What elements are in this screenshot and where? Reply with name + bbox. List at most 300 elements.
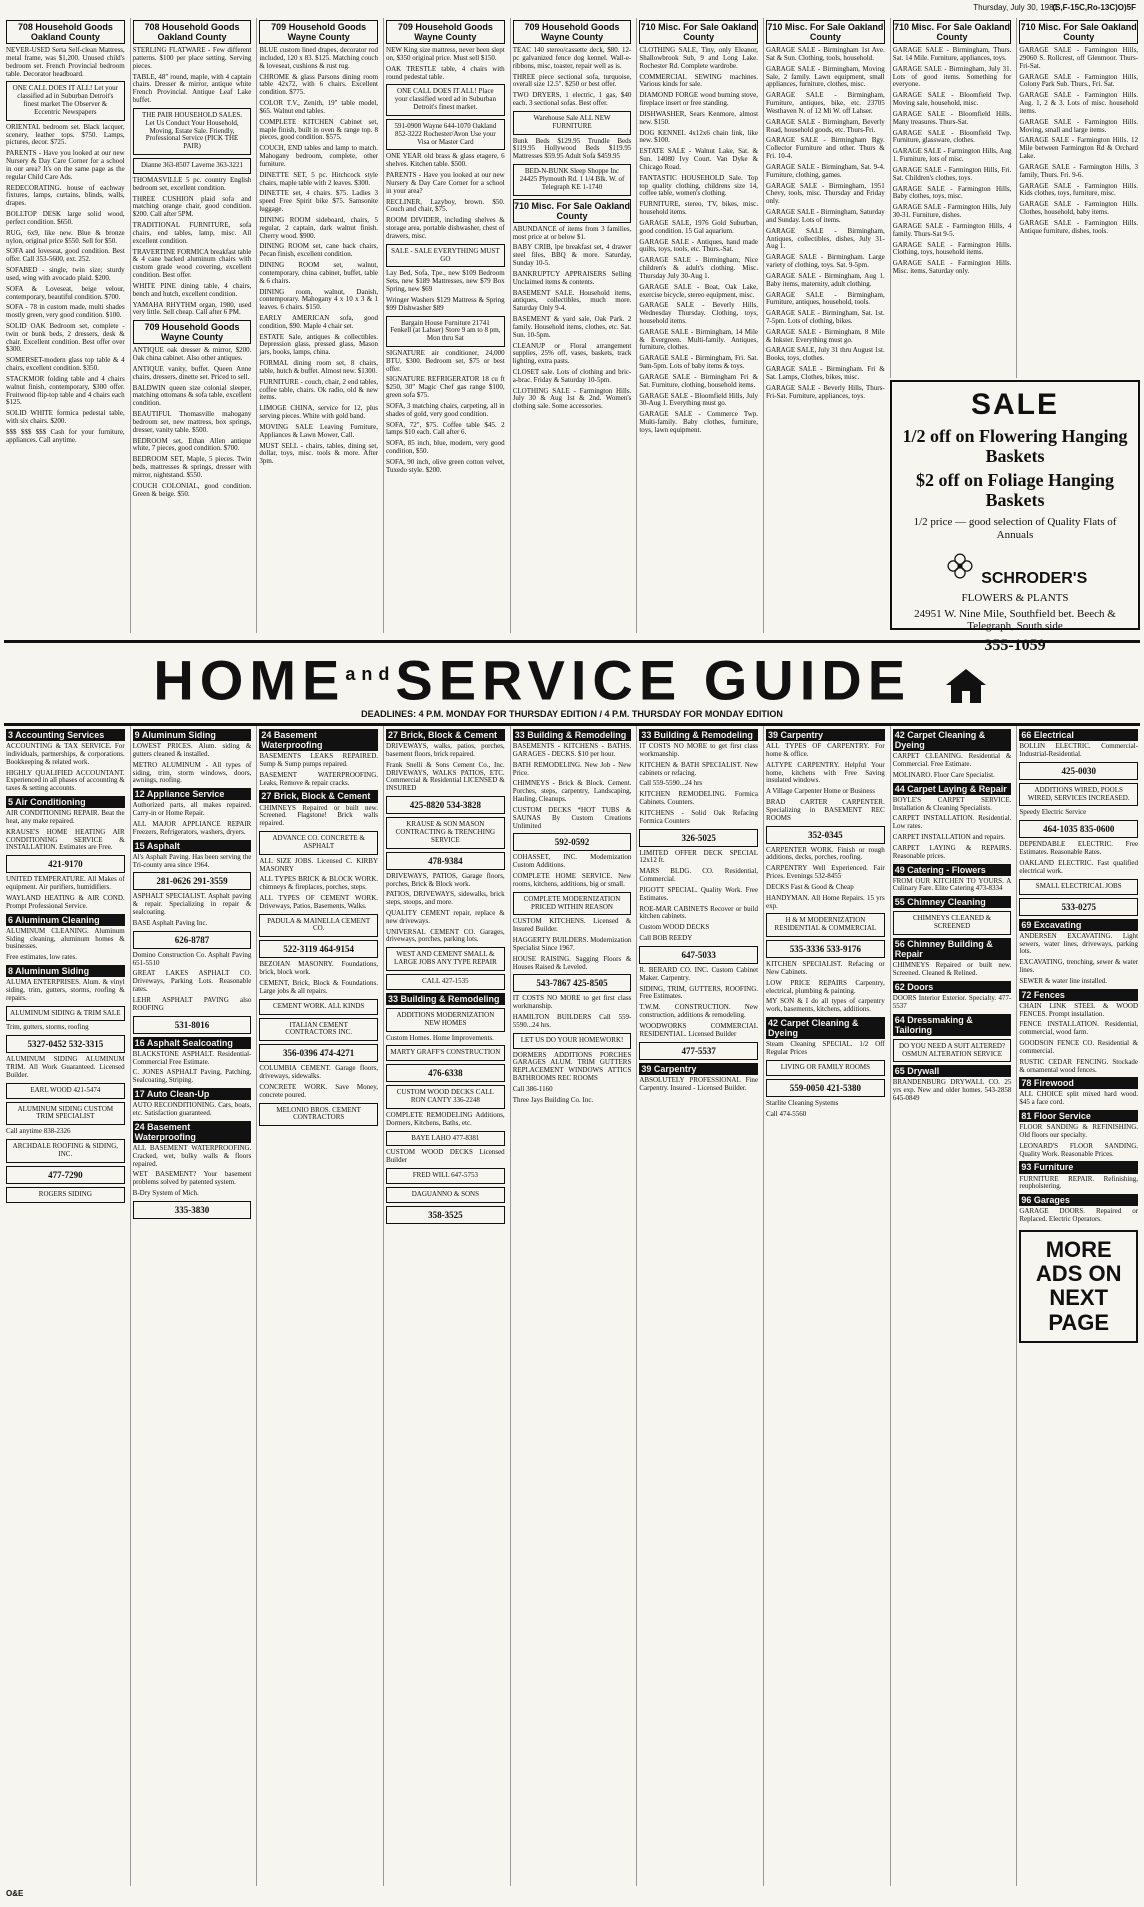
classified-ad: NEVER-USED Serta Self-clean Mattress, metal frame, was $1,200. Unused child's bedroom set. French Provincial bedroom table. Decorator headboard.: [6, 46, 125, 78]
classified-ad: GARAGE SALE - Boat, Oak Lake, exercise bicycle, stereo equipment, misc.: [639, 282, 759, 299]
classified-ad: BANKRUPTCY APPRAISERS Selling Unclaimed items & contents.: [512, 269, 632, 286]
service-ad: ALL TYPES OF CARPENTRY. For home & office.: [766, 742, 885, 758]
classified-ad: GARAGE SALE - Birmingham, 1951 Chevy, tools, misc. Thursday and Friday only.: [766, 181, 885, 206]
classified-ad: BASEMENT SALE. Household items, antiques, collectibles, much more. Saturday Only 9-4.: [512, 288, 632, 313]
classified-ad: GARAGE SALE, July 31 thru August 1st. Books, toys, clothes.: [766, 346, 885, 363]
category-heading: 709 Household Goods Wayne County: [386, 20, 505, 44]
classified-ad: SOFA, 72", $75. Coffee table $45. 2 lamps $10 each. Call after 6.: [386, 420, 505, 437]
service-ad: BOYLE'S CARPET SERVICE. Installation & Cleaning Specialists.: [892, 795, 1012, 812]
service-ad: GREAT LAKES ASPHALT CO. Driveways, Parking Lots. Reasonable rates.: [132, 969, 252, 994]
service-category-heading: 15 Asphalt: [133, 840, 252, 852]
service-ad: Call anytime 838-2326: [6, 1127, 71, 1136]
service-category-heading: 33 Building & Remodeling: [639, 729, 758, 741]
service-ad: BATH REMODELING. New Job - New Price.: [512, 760, 632, 777]
service-category-heading: 49 Catering - Flowers: [893, 864, 1012, 876]
classified-ad: CLOTHING SALE - Farmington Hills. July 30 & Aug 1st & 2nd. Women's clothing sale. Some accessories.: [512, 386, 632, 411]
service-ad: ALUMINUM SIDING ALUMINUM TRIM. All Work Guaranteed. Licensed Builder.: [6, 1055, 125, 1079]
service-ad: ROGERS SIDING: [6, 1187, 125, 1203]
service-ad: CUSTOM WOOD DECKS CALL RON CANTY 336-2248: [386, 1085, 505, 1109]
service-ad: AIR CONDITIONING REPAIR. Beat the heat, any make repaired.: [6, 809, 125, 825]
banner-title: [4, 643, 1140, 712]
classified-ad: TRAVERTINE FORMICA breakfast table & 4 cane backed aluminum chairs with custom grade wood covering, excellent condition. Best offer.: [132, 247, 252, 280]
business-sub: FLOWERS & PLANTS: [961, 591, 1069, 604]
category-heading: 710 Misc. For Sale Oakland County: [639, 20, 758, 44]
service-column: [383, 726, 507, 1886]
classified-ad: GARAGE SALE - Birmingham, Furniture, antiques, household, tools.: [766, 290, 885, 307]
service-ad: KRAUSE'S HOME HEATING AIR CONDITIONING SERVICE & INSTALLATION. Estimates are Free.: [6, 827, 125, 852]
classified-ad: MOVING SALE Leaving Furniture, Appliances & Lawn Mower, Call.: [259, 422, 379, 439]
classified-ad: GARAGE SALE - Birmingham Bgy. Collector Furniture and other. Thurs & Fri. 10-4.: [766, 136, 885, 161]
service-column: [636, 726, 760, 1886]
service-ad: Call BOB REEDY: [639, 934, 693, 943]
classified-ad: DINING ROOM set, walnut, contemporary, china cabinet, buffet, table & 6 chairs.: [259, 261, 379, 285]
classified-ad: PARENTS - Have you looked at our new Nursery & Day Care Corner for a school in your area?: [386, 171, 505, 195]
classified-ad: GARAGE SALE - Farmington Hills, 4 family. Thurs-Sat 9-5.: [892, 221, 1012, 238]
classified-ad: REDECORATING. house of eachway fixtures, lamps, curtains, blinds, walls, drapes.: [6, 183, 125, 208]
service-ad: 559-0050 421-5380: [766, 1079, 885, 1097]
service-ad: ALUMINUM SIDING CUSTOM TRIM SPECIALIST: [6, 1102, 125, 1126]
classified-ad: GARAGE SALE - Birmingham, Beverly Road, household goods, etc. Thurs-Fri.: [766, 117, 885, 134]
service-ad: SIDING, TRIM, GUTTERS, ROOFING. Free Estimates.: [639, 984, 759, 1001]
classified-ad: Warehouse Sale ALL NEW FURNITURE: [513, 111, 632, 135]
classified-ad: GARAGE SALE - Birmingham, 8 Mile & Inkster. Everything must go.: [766, 327, 885, 344]
service-ad: QUALITY CEMENT repair, replace & new driveways.: [386, 909, 505, 925]
classified-ad: GARAGE SALE - Bloomfield Twp. Moving sale, household, misc.: [892, 91, 1012, 108]
services-section: [4, 726, 1140, 1886]
house-icon: [941, 665, 991, 705]
service-ad: HOUSE RAISING. Sagging Floors & Houses Raised & Leveled.: [512, 954, 632, 971]
service-ad: CEMENT WORK. ALL KINDS: [259, 999, 378, 1015]
service-category-heading: 39 Carpentry: [766, 729, 885, 741]
classified-ad: STERLING FLATWARE - Few different patterns. $100 per place setting. Serving pieces.: [132, 46, 252, 70]
service-ad: Free estimates, low rates.: [6, 953, 77, 962]
classified-ad: DOG KENNEL 4x12x6 chain link, like new. $100.: [639, 128, 759, 145]
service-ad: DRIVEWAYS, PATIOS, Garage floors, porches, Brick & Block work.: [386, 871, 505, 888]
classified-ad: GARAGE SALE - Farmington Hills, July 30-31. Furniture, dishes.: [892, 203, 1012, 220]
service-ad: CHIMNEYS Repaired or built new. Screened. Cleaned & Relined.: [892, 961, 1012, 977]
service-ad: COMPLETE REMODELING Additions, Dormers, Kitchens, Baths, etc.: [386, 1110, 505, 1127]
classified-ad: SOFA & Loveseat, beige velour, contemporary, beautiful condition. $700.: [6, 284, 125, 301]
service-ad: Speedy Electric Service: [1019, 808, 1087, 817]
service-category-heading: 17 Auto Clean-Up: [133, 1088, 252, 1100]
service-ad: ALL CHOICE split mixed hard wood. $45 a face cord.: [1019, 1090, 1139, 1107]
service-ad: LOW PRICE REPAIRS Carpentry, electrical, plumbing & painting.: [766, 978, 885, 995]
service-ad: CARPET LAYING & REPAIRS. Reasonable prices.: [892, 843, 1012, 860]
classified-ad: GARAGE SALE - Bloomfield Hills. Many treasures. Thurs-Sat.: [892, 109, 1012, 126]
classified-ad: FURNITURE, stereo, TV, bikes, misc. household items.: [639, 200, 759, 217]
service-ad: BRAD CARTER CARPENTER. Specializing in BASEMENT REC ROOMS: [766, 798, 885, 822]
classified-ad: THE PAIR HOUSEHOLD SALES. Let Us Conduct Your Household, Moving, Estate Sale. Friendly, Professional Service (PICK THE PAIR): [133, 108, 252, 155]
service-ad: DOORS Interior Exterior. Specialty. 477-5537: [892, 993, 1012, 1010]
service-ad: PATIOS, DRIVEWAYS, sidewalks, brick steps, stoops, and more.: [386, 890, 505, 907]
classified-ad: CLEANUP or Floral arrangement supplies, 25% off, vases, baskets, track lighting, extra pasts.: [512, 341, 632, 366]
classified-ad: TABLE, 48" round, maple, with 4 captain chairs. Dresser & mirror, antique white French Provincial. Antique Leaf Lake buffet.: [132, 72, 252, 105]
service-ad: KITCHEN SPECIALIST. Refacing or New Cabinets.: [766, 960, 885, 976]
service-ad: BAYE LAHO 477-8381: [386, 1131, 505, 1147]
service-ad: BASEMENT WATERPROOFING. Leaks, Remove & repair cracks.: [259, 770, 379, 787]
classified-column: [763, 18, 887, 633]
classified-ad: GARAGE SALE - Birmingham, Saturday and Sunday. Lots of items.: [766, 208, 885, 224]
classified-ad: ORIENTAL bedroom set. Black lacquer, scenery, leather tops. $750. Lamps, pictures, decor. $725.: [6, 122, 125, 147]
service-ad: METRO ALUMINUM - All types of siding, trim, storm windows, doors, awnings, roofing.: [132, 760, 252, 785]
service-column: [130, 726, 254, 1886]
service-ad: FRED WILL 647-5753: [386, 1168, 505, 1184]
service-ad: WEST AND CEMENT SMALL & LARGE JOBS ANY TYPE REPAIR: [386, 947, 505, 971]
service-ad: 533-0275: [1019, 898, 1138, 916]
service-ad: A Village Carpenter Home or Business: [766, 787, 875, 796]
issue-date: Thursday, July 30, 1981: [973, 3, 1058, 12]
service-category-heading: 24 Basement Waterproofing: [133, 1121, 252, 1143]
classified-ad: GARAGE SALE - Beverly Hills, Wednesday Thursday. Clothing, toys, household items.: [639, 301, 759, 325]
classified-ad: GARAGE SALE - Birmingham, Aug 1. Baby items, maternity, adult clothing.: [766, 271, 885, 288]
classified-ad: EARLY AMERICAN sofa, good condition, $90. Maple 4 chair set.: [259, 314, 379, 330]
classified-ad: ROOM DIVIDER, including shelves & storage area, portable dishwasher, chest of drawers, misc.: [386, 216, 505, 240]
classified-ad: BLUE custom lined drapes, decorator rod included, 120 x 83. $125. Matching couch & loveseat, cushions & rust rug.: [259, 46, 379, 70]
classified-ad: TWO DRYERS, 1 electric, 1 gas, $40 each. 3 sectional sofas. Best offer.: [512, 91, 632, 108]
service-ad: DRIVEWAYS, walks, patios, porches, basement floors, brick repaired.: [386, 742, 505, 758]
classified-ad: GARAGE SALE - Birmingham, Moving Sale, 2 family. Lawn equipment, small appliances, furniture, clothes, misc.: [766, 64, 885, 89]
classified-ad: Bunk Beds $129.95 Trundle Beds $119.95 Hollywood Beds $119.95 Mattresses $59.95 Adult Sofa $459.95: [512, 136, 632, 161]
service-ad: UNITED TEMPERATURE. All Makes of equipment. Air purifiers, humidifiers.: [6, 875, 125, 892]
service-ad: ALL SIZE JOBS. Licensed C. KIRBY MASONRY: [259, 856, 379, 873]
classified-ad: GARAGE SALE - Antiques, hand made quilts, toys, tools, etc. Thurs.-Sat.: [639, 237, 759, 254]
classified-ad: GARAGE SALE - Farmington Hills, Aug 1. Furniture, lots of misc.: [892, 147, 1012, 164]
service-ad: 477-5537: [639, 1042, 758, 1060]
classified-ad: COMPLETE KITCHEN Cabinet set, maple finish, built in oven & range top. 8 pieces, good condition. $575.: [259, 117, 379, 142]
schroders-sale-ad: [890, 380, 1140, 654]
service-ad: PIGOTT SPECIAL. Quality Work. Free Estimates.: [639, 885, 759, 902]
classified-ad: STACKMOR folding table and 4 chairs walnut finish, contemporary, $300 offer. Fruitwood flip-top table and 4 chairs each $125.: [6, 374, 125, 407]
service-ad: MOLINARO. Floor Care Specialist.: [892, 770, 995, 779]
service-ad: CARPET INSTALLATION. Residential. Low rates.: [892, 814, 1012, 831]
service-ad: ALTYPE CARPENTRY. Helpful Your home, kitchens with Free Saving insulated windows.: [766, 760, 885, 785]
classified-ad: NEW King size mattress, never been slept on, $350 original price. Must sell $150.: [386, 46, 505, 62]
service-category-heading: 93 Furniture: [1019, 1161, 1138, 1173]
service-ad: 522-3119 464-9154: [259, 940, 378, 958]
service-ad: CEMENT, Brick, Block & Foundations. Large jobs & all repairs.: [259, 979, 379, 995]
service-ad: Steam Cleaning SPECIAL. 1/2 Off Regular Prices: [766, 1040, 885, 1057]
classified-ad: GARAGE SALE - Birmingham, July 31. Lots of good items. Something for everyone.: [892, 64, 1012, 89]
classified-ad: Lay Bed, Sofa, Tpe., new $109 Bedroom Sets, new $189 Mattresses, new $79 Box Spring, new $69: [386, 269, 505, 294]
service-ad: Domino Construction Co. Asphalt Paving 651-5510: [132, 950, 252, 967]
banner-deadline: DEADLINES: 4 P.M. MONDAY FOR THURSDAY EDITION / 4 P.M. THURSDAY FOR MONDAY EDITION: [361, 708, 783, 719]
classified-ad: 710 Misc. For Sale Oakland County: [513, 199, 632, 223]
classified-ad: CLOSET sale. Lots of clothing and bric-a-brac. Friday & Saturday 10-5pm.: [512, 367, 632, 384]
classified-ad: ABUNDANCE of items from 3 families, most price at or below $1.: [512, 224, 632, 241]
service-category-heading: 12 Appliance Service: [133, 788, 252, 800]
service-ad: MY SON & I do all types of carpentry work, basements, kitchens, additions.: [766, 997, 885, 1014]
classified-ad: GARAGE SALE, 1976 Gold Suburban, good condition. 15 Gal aquarium.: [639, 218, 759, 235]
classified-ad: COUCH COLONIAL, good condition. Green & beige. $50.: [132, 481, 252, 498]
footer-code: O&E: [6, 1889, 24, 1898]
classified-ad: COLOR T.V., Zenith, 19" table model, $65. Walnut end tables.: [259, 99, 379, 115]
classified-ad: SOLID WHITE formica pedestal table, with six chairs. $200.: [6, 409, 125, 426]
service-ad: CHIMNEYS - Brick & Block. Cement. Porches, steps, carpentry, Landscaping, Hauling, Cleanups.: [512, 779, 632, 804]
service-ad: Al's Asphalt Paving. Has been serving the Tri-county area since 1964.: [132, 852, 252, 869]
service-ad: CALL 427-1535: [386, 974, 505, 990]
classified-ad: CHROME & glass Parsons dining room table 42x72, with 6 chairs. Excellent condition. $775.: [259, 72, 379, 97]
classified-ad: ANTIQUE oak dresser & mirror, $200. Oak china cabinet. Also other antiques.: [132, 346, 252, 363]
service-ad: Frank Snelli & Sons Cement Co., Inc. DRIVEWAYS, WALKS PATIOS, ETC. Commercial & Residential LICENSED & INSURED: [386, 760, 505, 793]
service-ad: 543-7867 425-8505: [513, 974, 632, 992]
classified-ad: DINETTE set, 4 chairs. $75. Ladies 3 speed Free Spirit bike $75. Samsonite luggage.: [259, 189, 379, 214]
classified-ad: ESTATE Sale, antiques & collectibles. Depression glass, pressed glass, Mason jars, books, lamps, china.: [259, 332, 379, 357]
service-ad: CUSTOM DECKS *HOT TUBS & SAUNAS By Custom Creations Unlimited: [512, 805, 632, 830]
service-category-heading: 6 Aluminum Cleaning: [6, 914, 125, 926]
classified-ad: BED-N-BUNK Sleep Shoppe Inc 24425 Plymouth Rd. 1 1/4 Blk. W. of Telegraph KE 1-1740: [513, 164, 632, 195]
service-category-heading: 33 Building & Remodeling: [386, 993, 505, 1005]
service-ad: ADVANCE CO. CONCRETE & ASPHALT: [259, 831, 378, 855]
service-ad: LOWEST PRICES. Alum. siding & gutters cleaned & installed.: [132, 742, 252, 758]
service-ad: COMPLETE HOME SERVICE. New rooms, kitchens, additions, big or small.: [512, 872, 632, 888]
service-ad: ADDITIONS MODERNIZATION NEW HOMES: [386, 1008, 505, 1032]
service-ad: 464-1035 835-0600: [1019, 820, 1138, 838]
classified-ad: SOLID OAK Bedroom set, complete - twin or bunk beds, 2 dressers, desk & chair. Excellent condition. Best offer over $300.: [6, 322, 125, 354]
service-ad: Call 474-5560: [766, 1109, 807, 1118]
classified-ad: RUG, 6x9, like new. Blue & bronze nylon, original price $550. Sell for $50.: [6, 228, 125, 245]
classified-ad: Dianne 363-8507 Laverne 363-3221: [133, 158, 252, 174]
service-ad: Three Jays Building Co. Inc.: [512, 1095, 594, 1104]
classified-ad: GARAGE SALE - Birmingham 1st Ave. Sat & Sun. Clothing, tools, household.: [766, 46, 885, 62]
service-ad: CARPET INSTALLATION and repairs.: [892, 833, 1006, 842]
service-ad: KITCHEN REMODELING. Formica Cabinets. Counters.: [639, 790, 759, 807]
classified-ad: GARAGE SALE - Farmington Hills. Antique furniture, dishes, tools.: [1019, 218, 1139, 235]
service-ad: 626-8787: [133, 931, 252, 949]
classified-ad: YAMAHA RHYTHM organ, 1980, used very little. Sell cheap. Call after 6 PM.: [132, 300, 252, 317]
classified-ad: LIMOGE CHINA, service for 12, plus serving pieces. White with gold band.: [259, 404, 379, 421]
service-ad: PADULA & MAINELLA CEMENT CO.: [259, 914, 378, 938]
service-ad: LIMITED OFFER DECK SPECIAL 12x12 ft.: [639, 848, 759, 865]
classified-ad: Bargain House Furniture 21741 Fenkell (at Lahser) Store 9 am to 8 pm, Mon thru Sat: [386, 316, 505, 347]
service-category-heading: 78 Firewood: [1019, 1077, 1138, 1089]
service-ad: IT COSTS NO MORE to get first class workmanship.: [512, 994, 632, 1011]
service-ad: 476-6338: [386, 1064, 505, 1082]
classified-ad: SOFA, 90 inch, olive green cotton velvet, Tuxedo style. $200.: [386, 457, 505, 474]
classified-ad: DISHWASHER, Sears Kenmore, almost new. $150.: [639, 109, 759, 126]
classified-ad: GARAGE SALE - Farmington Hills. Moving, small and large items.: [1019, 117, 1139, 134]
service-ad: 281-0626 291-3559: [133, 872, 252, 890]
classified-ad: 709 Household Goods Wayne County: [133, 320, 252, 344]
service-ad: CUSTOM WOOD DECKS Licensed Builder: [386, 1148, 505, 1165]
classified-ad: DINING ROOM sideboard, chairs, 5 regular, 2 captain, dark walnut finish. Cherry wood. $900.: [259, 215, 379, 240]
service-category-heading: 66 Electrical: [1019, 729, 1138, 741]
classified-ad: GARAGE SALE - Farmington Hills. Clothes, household, baby items.: [1019, 200, 1139, 217]
category-heading: 709 Household Goods Wayne County: [259, 20, 378, 44]
classified-ad: BASEMENT & yard sale, Oak Park. 2 family. Household items, clothes, etc. Sat. Sun. 10-5pm.: [512, 315, 632, 339]
service-ad: MARS BLDG. CO. Residential, Commercial.: [639, 867, 759, 884]
service-ad: C. JONES ASPHALT Paving, Patching, Sealcoating, Striping.: [132, 1068, 252, 1085]
service-category-heading: 65 Drywall: [893, 1065, 1012, 1077]
service-ad: BASEMENTS LEAKS REPAIRED. Sump & Sump pumps repaired.: [259, 752, 379, 768]
classified-ad: GARAGE SALE - Birmingham, Furniture, antiques, bike, etc. 23705 Westhaven N. of 12 Mi W. off Lahser.: [766, 91, 885, 115]
service-ad: Trim, gutters, storms, roofing: [6, 1023, 89, 1032]
service-ad: DO YOU NEED A SUIT ALTERED? OSMUN ALTERATION SERVICE: [893, 1039, 1012, 1063]
service-ad: FURNITURE REPAIR. Refinishing, reupholstering.: [1019, 1174, 1139, 1191]
classified-ad: GARAGE SALE - Birmingham, Nice children's & adult's clothing. Misc. Thursday July 30-Aug 1.: [639, 256, 759, 280]
service-ad: T.W.M. CONSTRUCTION. New construction, additions & remodeling.: [639, 1003, 759, 1020]
classified-column: [383, 18, 507, 633]
classified-column: [510, 18, 634, 633]
category-heading: 708 Household Goods Oakland County: [6, 20, 125, 44]
service-ad: CHIMNEYS CLEANED & SCREENED: [893, 911, 1012, 935]
service-column: [763, 726, 887, 1886]
classified-ad: FURNITURE - couch, chair, 2 end tables, coffee table, chairs. Ok radio, old & new items.: [259, 377, 379, 402]
service-ad: ALL MAJOR APPLIANCE REPAIR Freezers, Refrigerators, washers, dryers.: [132, 819, 252, 836]
service-category-heading: 27 Brick, Block & Cement: [386, 729, 505, 741]
classified-ad: ESTATE SALE - Walnut Lake, Sat. & Sun. 14080 Ivy Court. Van Dyke & Chicago Road.: [639, 147, 759, 171]
service-ad: R. BERARD CO. INC. Custom Cabinet Maker. Carpentry.: [639, 965, 759, 982]
classified-ad: SOFA, 3 matching chairs, carpeting, all in shades of gold, very good condition.: [386, 401, 505, 418]
service-ad: ASPHALT SPECIALIST. Asphalt paving & repair. Specializing in repair & sealcoating.: [132, 892, 252, 917]
classified-ad: GARAGE SALE - Birmingham, Sat. 9-4. Furniture, clothing, games.: [766, 162, 885, 179]
classified-ad: ONE CALL DOES IT ALL! Let your classified ad in Suburban Detroit's finest market The Observer & Eccentric Newspapers: [6, 81, 125, 120]
service-ad: SMALL ELECTRICAL JOBS: [1019, 879, 1138, 895]
service-ad: BEZOIAN MASONRY. Foundations, brick, block work.: [259, 960, 379, 977]
banner-title-and: and: [345, 664, 396, 684]
service-ad: 335-3830: [133, 1201, 252, 1219]
classified-ad: GARAGE SALE - Farmington Hills. 12 Mile between Farmington Rd & Orchard Lake.: [1019, 136, 1139, 161]
service-category-heading: 9 Aluminum Siding: [133, 729, 252, 741]
service-category-heading: 5 Air Conditioning: [6, 796, 125, 808]
service-ad: COMPLETE MODERNIZATION PRICED WITHIN REASON: [513, 892, 632, 916]
service-ad: ADDITIONS WIRED, POOLS WIRED, SERVICES INCREASED.: [1019, 783, 1138, 807]
classified-ad: GARAGE SALE - Birmingham, Antiques, collectibles, dishes, July 31-Aug 1.: [766, 226, 885, 251]
classified-ad: GARAGE SALE - Birmingham Fri & Sat. Furniture, clothing, household items.: [639, 372, 759, 389]
service-ad: MELONIO BROS. CEMENT CONTRACTORS: [259, 1103, 378, 1127]
service-ad: 425-8820 534-3828: [386, 796, 505, 814]
classified-ad: GARAGE SALE - Bloomfield Twp. Furniture, glassware, clothes.: [892, 128, 1012, 145]
classified-ad: MUST SELL - chairs, tables, dining set, dollar, toys, misc. tools & more. After 3pm.: [259, 441, 379, 466]
service-ad: B-Dry System of Mich.: [132, 1189, 199, 1198]
service-ad: Authorized parts, all makes repaired. Carry-in or Home Repair.: [132, 801, 252, 818]
service-ad: EARL WOOD 421-5474: [6, 1083, 125, 1099]
service-ad: HANDYMAN. All Home Repairs. 15 yrs exp.: [766, 893, 885, 910]
classified-column: [4, 18, 127, 633]
classified-ad: FANTASTIC HOUSEHOLD Sale. Top top quality clothing, childrens size 14, coffee table, women's clothing.: [639, 173, 759, 198]
classified-column: [1016, 18, 1140, 378]
service-ad: ALL TYPES BRICK & BLOCK WORK. chimneys & fireplaces, porches, steps.: [259, 875, 379, 892]
service-column: [1016, 726, 1140, 1886]
service-ad: ACCOUNTING & TAX SERVICE. For individuals, partnerships, & corporations. Bookkeeping & related work.: [6, 742, 125, 766]
classified-column: [256, 18, 380, 633]
service-ad: BASEMENTS - KITCHENS - BATHS. GARAGES - DECKS. $10 per hour.: [512, 742, 632, 758]
service-column: [256, 726, 380, 1886]
service-category-heading: 81 Floor Service: [1019, 1110, 1138, 1122]
service-ad: ITALIAN CEMENT CONTRACTORS INC.: [259, 1018, 378, 1042]
service-ad: EXCAVATING, trenching, sewer & water lines.: [1019, 958, 1139, 974]
classified-ad: SOFABED - single, twin size; sturdy used, wing with avocado plaid. $200.: [6, 266, 125, 282]
classified-ad: THOMASVILLE 5 pc. country English bedroom set, excellent condition.: [132, 175, 252, 192]
more-ads-notice: MORE ADS ON NEXT PAGE: [1019, 1230, 1138, 1343]
classified-ad: GARAGE SALE - Farmington Hills. Misc. items, Saturday only.: [892, 259, 1012, 276]
service-category-heading: 39 Carpentry: [639, 1063, 758, 1075]
classified-ad: BOLLTOP DESK large solid wood, perfect condition. $650.: [6, 210, 125, 226]
service-category-heading: 55 Chimney Cleaning: [893, 896, 1012, 908]
business-phone: 355-1059: [984, 636, 1046, 654]
sale-line-1: 1/2 off on Flowering Hanging Baskets: [902, 425, 1128, 466]
service-ad: LEONARD'S FLOOR SANDING. Quality Work. Reasonable Prices.: [1019, 1141, 1139, 1158]
service-category-heading: 16 Asphalt Sealcoating: [133, 1037, 252, 1049]
service-ad: ARCHDALE ROOFING & SIDING, INC.: [6, 1139, 125, 1163]
classified-ad: GARAGE SALE - Farmington Hills, Baby clothes, toys, misc.: [892, 184, 1012, 201]
service-category-heading: 72 Fences: [1019, 989, 1138, 1001]
classified-ad: RECLINER, Lazyboy, brown. $50. Couch and chair, $75.: [386, 197, 505, 214]
service-ad: UNIVERSAL CEMENT CO. Garages, driveways, porches, parking lots.: [386, 927, 505, 944]
service-ad: WAYLAND HEATING & AIR COND. Prompt Professional Service.: [6, 894, 125, 910]
service-ad: LET US DO YOUR HOMEWORK!: [513, 1033, 632, 1049]
service-ad: BASE Asphalt Paving Inc.: [132, 918, 208, 927]
service-category-heading: 62 Doors: [893, 981, 1012, 993]
classified-ad: BABY CRIB, lpe breakfast set, 4 drawer steel files, BBQ & more. Saturday, Sunday 10-5.: [512, 243, 632, 268]
classified-ad: GARAGE SALE - Commerce Twp. Multi-family. Baby clothes, furniture, toys, lawn equipment.: [639, 410, 759, 434]
business-name: [898, 549, 1132, 588]
service-ad: CUSTOM KITCHENS. Licensed & Insured Builder.: [512, 917, 632, 934]
classified-column: [636, 18, 760, 633]
classified-ad: GARAGE SALE - Birmingham, Sat. 1st. 7-5pm. Lots of clothing, bikes.: [766, 309, 885, 325]
service-ad: GARAGE DOORS. Repaired or Replaced. Electric Operators.: [1019, 1207, 1139, 1224]
service-column: [510, 726, 634, 1886]
service-ad: IT COSTS NO MORE to get first class workmanship.: [639, 742, 759, 758]
business-name-text: SCHRODER'S: [981, 569, 1088, 587]
service-ad: COHASSET, INC. Modernization Custom Additions.: [512, 853, 632, 870]
service-ad: KITCHENS - Solid Oak Refacing Formica Counters: [639, 808, 759, 825]
service-ad: H & M MODERNIZATION RESIDENTIAL & COMMERCIAL: [766, 913, 885, 937]
service-ad: LIVING OR FAMILY ROOMS: [766, 1060, 885, 1076]
classified-ad: GARAGE SALE - Farmington Hills. Clothing, toys, household items.: [892, 240, 1012, 257]
sale-title: SALE: [970, 388, 1059, 421]
classified-ad: ONE YEAR old brass & glass etagere, 6 shelves. Kitchen table. $500.: [386, 152, 505, 169]
service-ad: 592-0592: [513, 833, 632, 851]
classified-ad: GARAGE SALE - Birmingham, 14 Mile & Evergreen. Multi-family. Antiques, furniture, clothes.: [639, 327, 759, 352]
service-ad: 647-5033: [639, 946, 758, 964]
service-category-heading: 33 Building & Remodeling: [513, 729, 632, 741]
service-category-heading: 96 Garages: [1019, 1194, 1138, 1206]
home-service-guide-banner: [4, 640, 1140, 726]
category-heading: 710 Misc. For Sale Oakland County: [1019, 20, 1138, 44]
masthead: [6, 2, 1138, 16]
service-category-heading: 8 Aluminum Siding: [6, 965, 125, 977]
service-ad: CARPENTRY Well Experienced. Fair Prices. Evenings 532-8455: [766, 864, 885, 881]
service-ad: HAGGERTY BUILDERS. Modernization Specialist Since 1967.: [512, 936, 632, 952]
classified-ad: DINING room, walnut, Danish, contemporary. Mahogany 4 x 10 x 3 & 1 leaves. 6 chairs. $150.: [259, 287, 379, 312]
classified-column: [130, 18, 254, 633]
classified-ad: FORMAL dining room set, 8 chairs, table, hutch & buffet. Almost new. $1300.: [259, 359, 379, 375]
service-ad: Custom Homes. Home Improvements.: [386, 1033, 494, 1042]
service-ad: ALL TYPES OF CEMENT WORK. Driveways, Patios, Basements, Walks.: [259, 894, 379, 910]
service-category-heading: 56 Chimney Building & Repair: [893, 938, 1012, 960]
service-ad: CHIMNEYS Repaired or built new. Screened. Flagstone! Brick walls repaired.: [259, 803, 379, 828]
service-category-heading: 3 Accounting Services: [6, 729, 125, 741]
classified-ad: GARAGE SALE - Farmington Hills. Kids clothes, toys, furniture, misc.: [1019, 181, 1139, 198]
service-ad: Custom WOOD DECKS: [639, 923, 710, 932]
service-ad: WET BASEMENT? Your basement problems solved by patented system.: [132, 1170, 252, 1187]
service-ad: DAGUANNO & SONS: [386, 1187, 505, 1203]
classified-ad: THREE CUSHION plaid sofa and matching orange chair, good condition. $200. Call after 5PM.: [132, 194, 252, 219]
classified-ad: GARAGE SALE - Farmington Hills, Fri. Sat. Children's clothes, toys.: [892, 165, 1012, 182]
service-ad: 358-3525: [386, 1206, 505, 1224]
classified-ad: OAK TRESTLE table, 4 chairs with round pedestal table.: [386, 64, 505, 81]
service-ad: LEHR ASPHALT PAVING also ROOFING: [132, 995, 252, 1012]
service-ad: HAMILTON BUILDERS Call 559-5590...24 hrs.: [512, 1013, 632, 1029]
service-ad: ALUMA ENTERPRISES. Alum. & vinyl siding, trim, gutters, storms, roofing & repairs.: [6, 978, 125, 1002]
service-ad: DECKS Fast & Good & Cheap: [766, 882, 854, 891]
service-ad: ABSOLUTELY PROFESSIONAL Fine Carpentry. Insured - Licensed Builder.: [639, 1075, 759, 1092]
service-ad: 478-9384: [386, 852, 505, 870]
classified-ad: GARAGE SALE - Bloomfield Hills, July 30-Aug 1. Everything must go.: [639, 391, 759, 408]
service-ad: Call 386-1160: [512, 1084, 553, 1093]
classified-ad: PARENTS - Have you looked at our new Nursery & Day Care Corner for a school in our area? It's on the same page as the regular Child Care Ads.: [6, 149, 125, 181]
service-ad: ROE-MAR CABINETS Recover or build kitchen cabinets.: [639, 904, 759, 921]
